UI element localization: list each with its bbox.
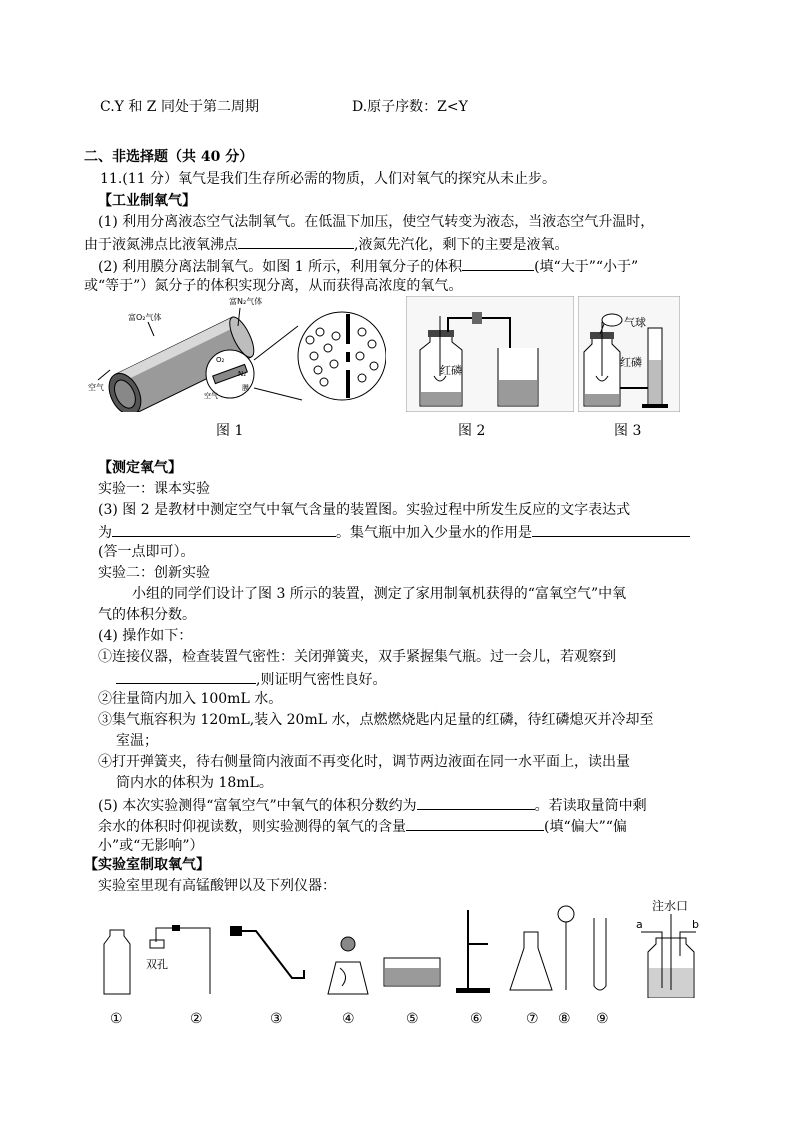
- q5-line-3: 小”或“无影响”）: [98, 838, 204, 854]
- figure-1-caption: 图 1: [216, 423, 244, 439]
- step-4-line-1: ④打开弹簧夹，待右侧量筒内液面不再变化时，调节两边液面在同一水平面上，读出量: [98, 754, 630, 770]
- apparatus-5-trough: [384, 958, 440, 986]
- experiment-1-label: 实验一：课本实验: [98, 481, 210, 497]
- q2-text-pre: (2) 利用膜分离法制氧气。如图 1 所示，利用氧分子的体积: [98, 259, 463, 275]
- q1-line-2: [84, 234, 568, 254]
- q3-text-mid: 。集气瓶中加入少量水的作用是: [336, 525, 532, 541]
- apparatus-number-8: ⑧: [558, 1011, 571, 1027]
- port-b-label: b: [692, 918, 699, 931]
- double-hole-label: 双孔: [146, 958, 168, 971]
- figure-3-caption: 图 3: [614, 423, 642, 439]
- q3-text-pre: 为: [98, 525, 112, 541]
- fig1-membrane-label: 膜: [242, 384, 249, 392]
- apparatus-1-bottle: [104, 930, 130, 994]
- q2-line-1: [98, 256, 638, 276]
- q5-line2-pre: 余水的体积时仰视读数，则实验测得的氧气的含量: [98, 819, 406, 835]
- apparatus-number-5: ⑤: [406, 1011, 419, 1027]
- q1-line-1: (1) 利用分离液态空气法制氧气。在低温下加压，使空气转变为液态，当液态空气升温时，: [98, 214, 655, 230]
- apparatus-8-long-funnel: [558, 906, 574, 990]
- q1-text-post: ,液氮先汽化，剩下的主要是液氧。: [354, 237, 569, 253]
- step-4-line-2: 筒内水的体积为 18mL。: [116, 775, 273, 791]
- apparatus-10-gas-washing-bottle: [636, 898, 699, 998]
- fig1-air-label-2: 空气: [204, 392, 218, 400]
- apparatus-number-4: ④: [342, 1011, 355, 1027]
- apparatus-number-6: ⑥: [470, 1011, 483, 1027]
- fig1-o2-label: O₂: [216, 356, 225, 364]
- experiment-2-line-2: 气的体积分数。: [98, 607, 196, 623]
- q5-text-post: 。若读取量筒中剩: [534, 798, 647, 814]
- figure-3-apparatus: [578, 296, 680, 412]
- port-a-label: a: [636, 918, 643, 931]
- q1-text-pre: 由于液氮沸点比液氧沸点: [84, 237, 238, 253]
- step-1-line-2: [116, 669, 386, 689]
- apparatus-3-bent-tube: [230, 926, 304, 978]
- apparatus-number-7: ⑦: [526, 1011, 539, 1027]
- q5-line-1: [98, 795, 647, 815]
- q3-line-1: (3) 图 2 是教材中测定空气中氧气含量的装置图。实验过程中所发生反应的文字表达式: [98, 502, 631, 518]
- step-1-text-post: ,则证明气密性良好。: [256, 672, 387, 688]
- water-inlet-label: 注水口: [652, 899, 689, 913]
- option-c: C.Y 和 Z 同处于第二周期: [100, 99, 259, 115]
- q5-line2-post: (填“偏大”“偏: [544, 819, 627, 835]
- experiment-2-label: 实验二：创新实验: [98, 565, 210, 581]
- fig1-n2-gas-label: 富N₂气体: [229, 297, 263, 306]
- fig2-red-phosphorus-label: 红磷: [440, 364, 462, 377]
- figure-1-membrane: [88, 296, 386, 412]
- option-d: D.原子序数：Z<Y: [352, 99, 468, 115]
- q2-answer-blank[interactable]: [462, 256, 534, 271]
- step-1-observation-blank[interactable]: [116, 669, 256, 684]
- q3-expression-blank[interactable]: [112, 522, 336, 537]
- apparatus-6-iron-stand: [456, 910, 490, 993]
- step-2: ②往量筒内加入 100mL 水。: [98, 691, 283, 707]
- q5-effect-blank[interactable]: [406, 816, 544, 831]
- experiment-2-line-1: 小组的同学们设计了图 3 所示的装置，测定了家用制氧机获得的“富氧空气”中氧: [132, 586, 627, 602]
- q5-text-pre: (5) 本次实验测得“富氧空气”中氧气的体积分数约为: [98, 798, 417, 814]
- fig1-air-label: 空气: [88, 383, 104, 392]
- fig3-red-phosphorus-label: 红磷: [620, 356, 642, 369]
- lab-intro: 实验室里现有高锰酸钾以及下列仪器：: [98, 878, 336, 894]
- fig3-balloon-label: 气球: [624, 316, 646, 329]
- q4-heading: (4) 操作如下：: [98, 628, 193, 644]
- q2-text-post: (填“大于”“小于”: [534, 259, 639, 275]
- apparatus-number-2: ②: [190, 1011, 203, 1027]
- q3-water-role-blank[interactable]: [532, 522, 690, 537]
- fig1-n2-label: N₂: [238, 370, 247, 378]
- apparatus-7-flask: [510, 932, 552, 990]
- step-1-line-1: ①连接仪器，检查装置气密性：关闭弹簧夹，双手紧握集气瓶。过一会儿，若观察到: [98, 649, 616, 665]
- measure-oxygen-title: 【测定氧气】: [98, 460, 182, 476]
- section-heading: 二、非选择题（共 40 分）: [84, 149, 254, 165]
- step-3-line-2: 室温；: [116, 733, 158, 749]
- figure-2-caption: 图 2: [458, 423, 486, 439]
- figure-2-apparatus: [406, 296, 574, 412]
- apparatus-9-test-tube: [594, 918, 606, 990]
- q5-line-2: [98, 816, 627, 836]
- fig1-o2-gas-label: 富O₂气体: [128, 313, 162, 322]
- industrial-oxygen-title: 【工业制氧气】: [98, 193, 196, 209]
- apparatus-4-alcohol-lamp: [328, 937, 368, 994]
- q3-line-2: [98, 522, 690, 542]
- lab-oxygen-title: 【实验室制取氧气】: [84, 857, 210, 873]
- apparatus-number-1: ①: [110, 1011, 123, 1027]
- apparatus-number-3: ③: [270, 1011, 283, 1027]
- apparatus-row: [96, 898, 706, 998]
- apparatus-2-stopper: [146, 925, 210, 994]
- q1-answer-blank[interactable]: [238, 234, 354, 249]
- question-11-stem: 11.(11 分）氧气是我们生存所必需的物质，人们对氧气的探究从未止步。: [100, 171, 556, 187]
- q5-percentage-blank[interactable]: [417, 795, 535, 810]
- q3-line-3: (答一点即可）。: [98, 544, 195, 560]
- step-3-line-1: ③集气瓶容积为 120mL,装入 20mL 水，点燃燃烧匙内足量的红磷，待红磷熄灭并冷却至: [98, 712, 654, 728]
- q2-line-2: 或“等于”）氮分子的体积实现分离，从而获得高浓度的氧气。: [84, 278, 463, 294]
- apparatus-number-9: ⑨: [596, 1011, 609, 1027]
